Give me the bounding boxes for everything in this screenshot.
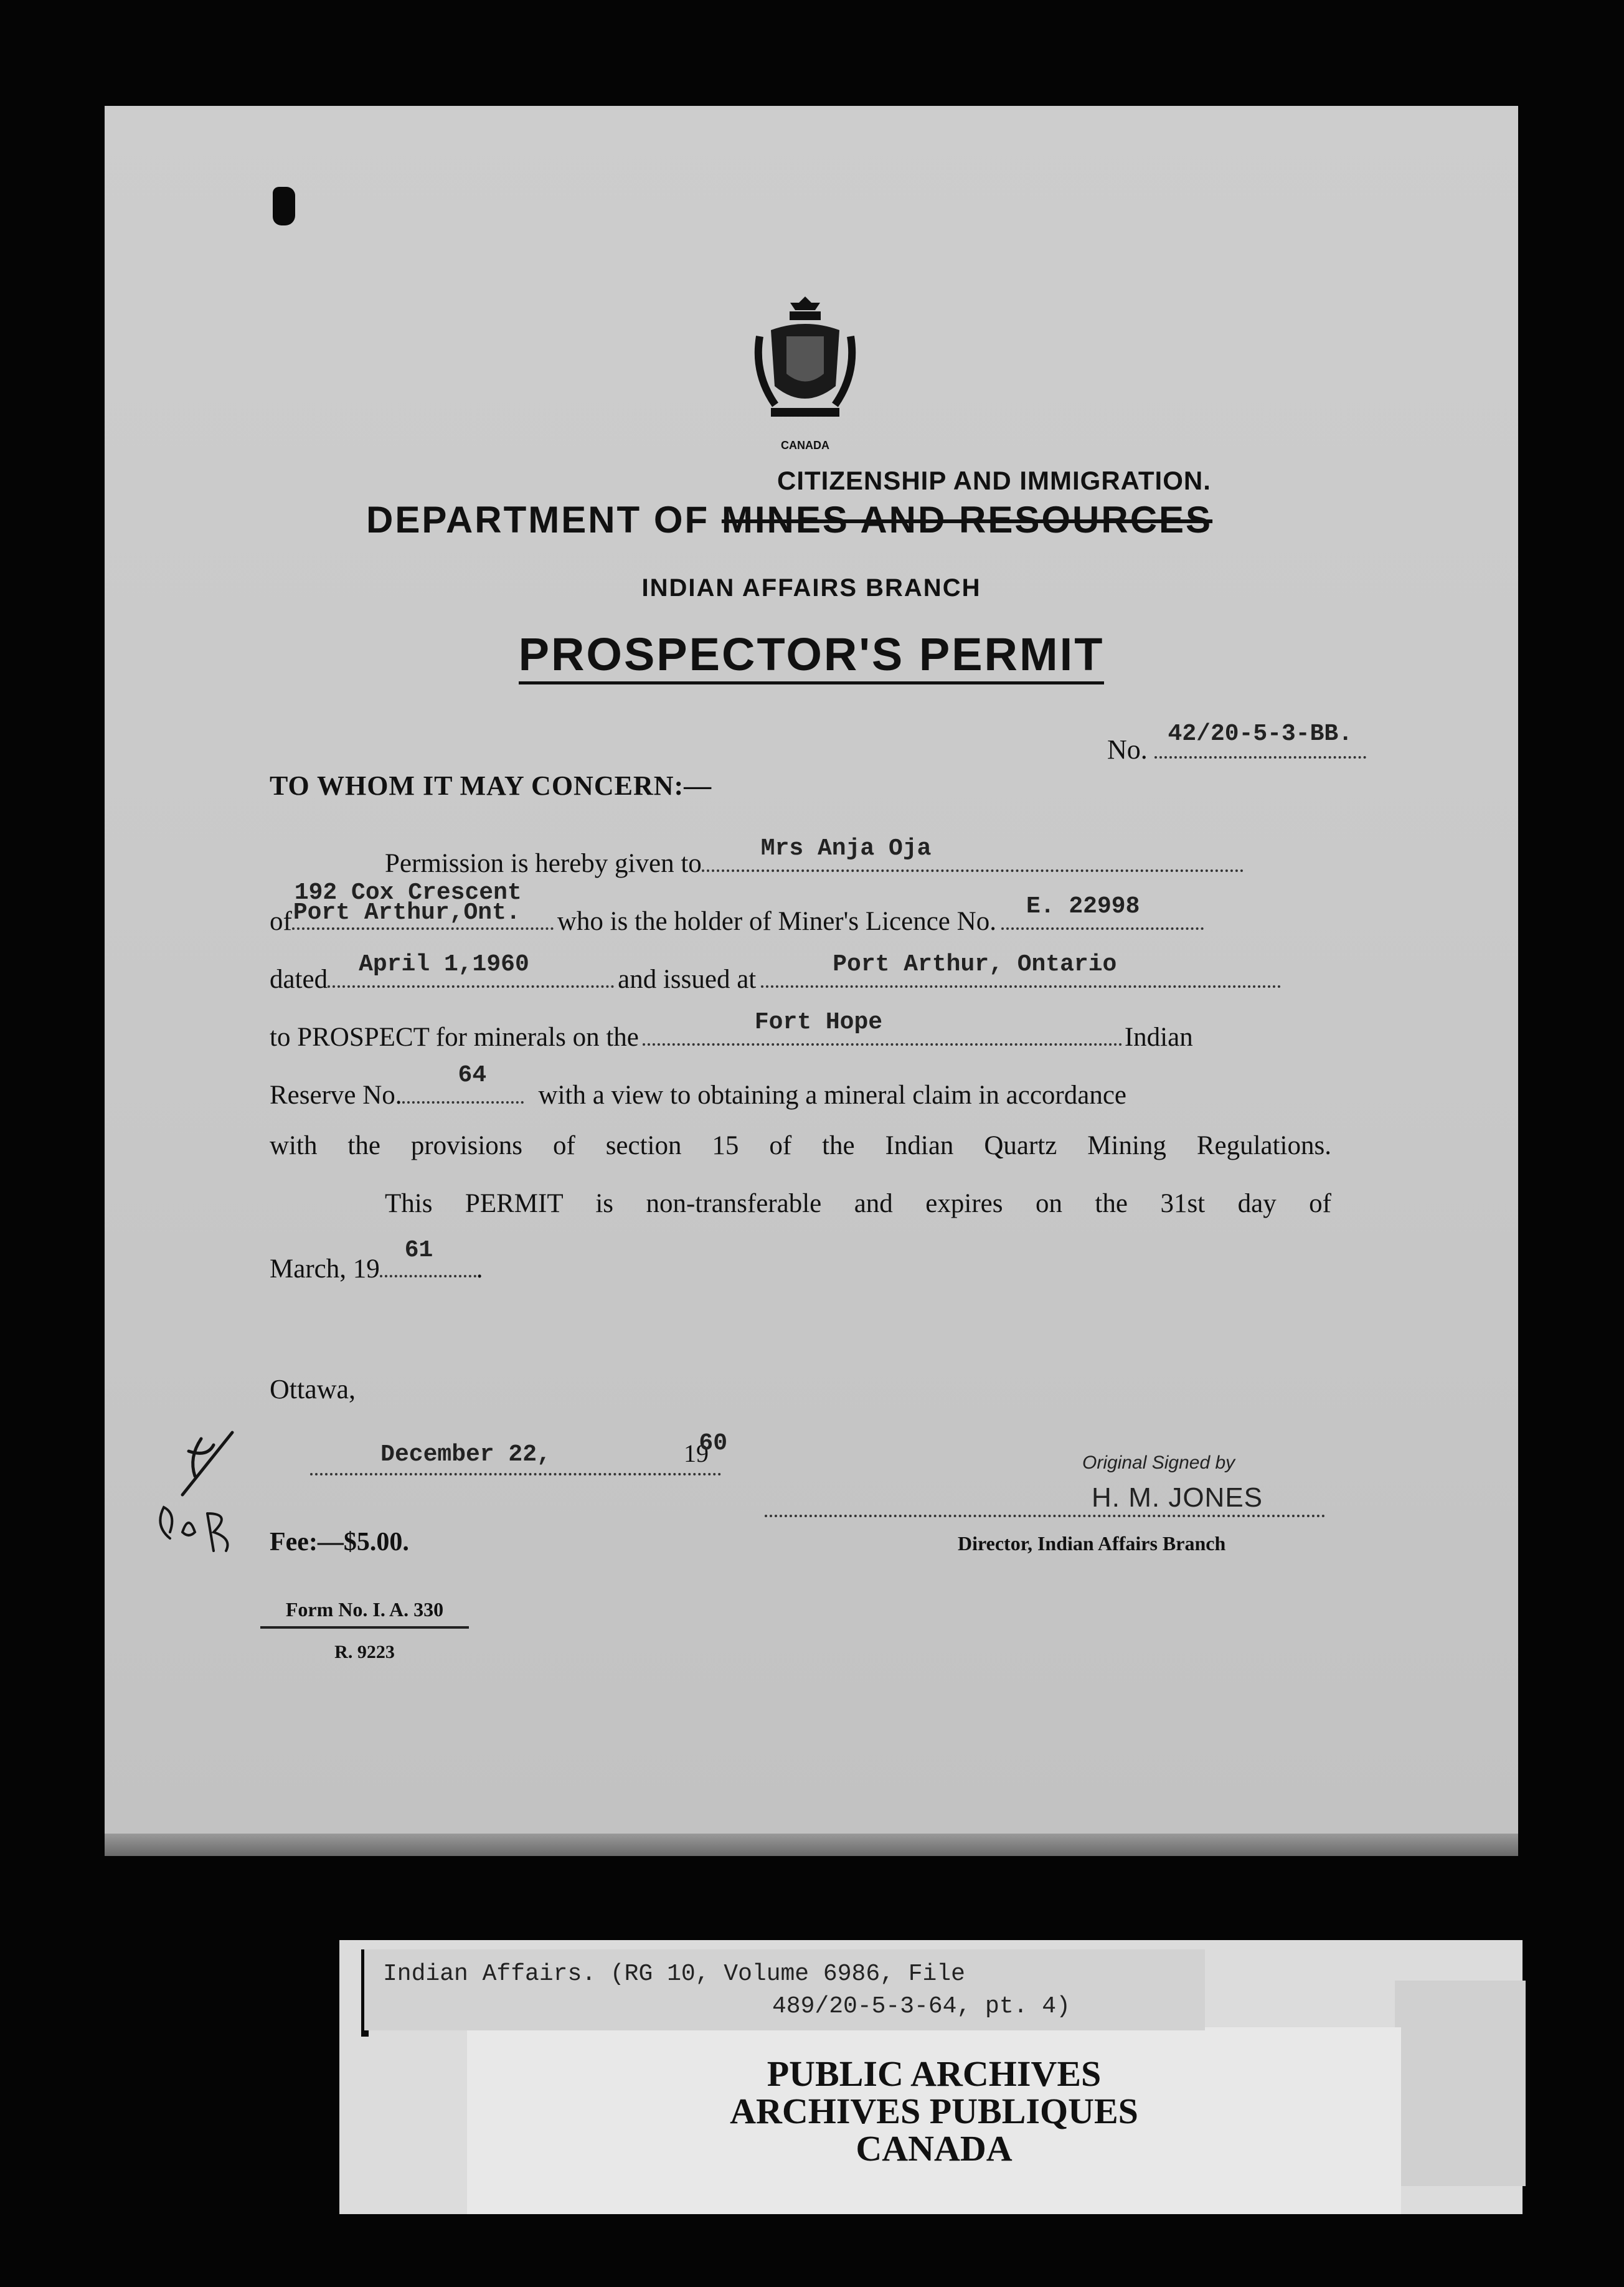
archive-stamp-line-1: PUBLIC ARCHIVES	[767, 2053, 1102, 2094]
archive-stamp-line-2: ARCHIVES PUBLIQUES	[730, 2091, 1138, 2131]
archive-reference-line-2: 489/20-5-3-64, pt. 4)	[772, 1993, 1070, 2020]
address-line-2: Port Arthur,Ont.	[293, 899, 521, 926]
department-heading	[366, 498, 1212, 541]
holder-name: Mrs Anja Oja	[760, 835, 932, 862]
department-name-struck: MINES AND RESOURCES	[721, 499, 1213, 541]
crest-label: CANADA	[781, 439, 829, 452]
permit-number-value: 42/20-5-3-BB.	[1168, 721, 1353, 747]
body-text-segment: to PROSPECT for minerals on the	[270, 1023, 639, 1052]
permit-number	[1107, 721, 1366, 765]
punch-hole	[273, 187, 295, 225]
signature-note: Original Signed by	[1082, 1452, 1235, 1473]
handwritten-initials-icon	[145, 1426, 257, 1576]
archive-stamp-line-3: CANADA	[856, 2128, 1013, 2169]
body-text-segment: dated	[270, 965, 328, 994]
archive-reference-line-1: Indian Affairs. (RG 10, Volume 6986, File	[383, 1961, 965, 1987]
issue-date: December 22,	[380, 1441, 551, 1468]
body-text-segment: of	[270, 907, 292, 936]
body-text-segment: and issued at	[618, 965, 757, 994]
address-line-1: 192 Cox Crescent	[294, 879, 522, 906]
expiry-year-field	[380, 1237, 476, 1277]
issued-at-field	[761, 951, 1281, 988]
permit-number-field	[1154, 721, 1366, 759]
body-text-segment: Indian	[1124, 1023, 1193, 1052]
issued-at: Port Arthur, Ontario	[833, 951, 1117, 978]
body-text-segment: Reserve No.	[270, 1081, 402, 1110]
body-line-5	[270, 1062, 1331, 1110]
salutation: TO WHOM IT MAY CONCERN:—	[270, 770, 712, 801]
body-line-1	[270, 835, 1331, 879]
canada-coat-of-arms-icon	[752, 293, 858, 424]
holder-name-field	[702, 835, 1244, 872]
signer-title: Director, Indian Affairs Branch	[958, 1532, 1226, 1555]
issue-century: 19	[684, 1439, 709, 1467]
reserve-number-field	[402, 1062, 524, 1104]
body-text-segment: who is the holder of Miner's Licence No.	[557, 907, 996, 936]
body-line-2	[270, 879, 1331, 937]
department-name-correction: CITIZENSHIP AND IMMIGRATION.	[777, 466, 1211, 495]
reserve-name: Fort Hope	[754, 1009, 883, 1036]
branch-name: INDIAN AFFAIRS BRANCH	[641, 574, 981, 602]
issue-place: Ottawa,	[270, 1374, 356, 1404]
body-text-segment: with a view to obtaining a mineral claim in accordance	[538, 1081, 1126, 1110]
body-line-8	[270, 1237, 1331, 1284]
permit-number-label: No.	[1107, 734, 1148, 765]
archive-stamp	[623, 2055, 1245, 2167]
body-text-segment: Permission is hereby given to	[385, 849, 702, 878]
licence-date-field	[328, 951, 614, 988]
bottom-border	[0, 2255, 1624, 2287]
form-reference: R. 9223	[334, 1642, 395, 1662]
department-prefix: DEPARTMENT OF	[366, 499, 710, 541]
licence-number-field	[1001, 893, 1204, 930]
body-line-3	[270, 951, 1331, 995]
body-line-6: with the provisions of section 15 of the Indian Quartz Mining Regulations.	[270, 1131, 1331, 1160]
permit-document	[105, 106, 1518, 1856]
issue-date-field	[310, 1430, 727, 1475]
licence-number: E. 22998	[1026, 893, 1140, 920]
expiry-year: 61	[404, 1237, 433, 1264]
reserve-number: 64	[458, 1062, 487, 1089]
body-text-segment: March, 19	[270, 1254, 380, 1284]
archive-stamp-side	[1395, 1981, 1526, 2186]
body-line-4	[270, 1009, 1331, 1053]
form-number: Form No. I. A. 330	[260, 1598, 469, 1629]
page-edge	[105, 1834, 1518, 1856]
archive-reference-card	[364, 1949, 1205, 2030]
document-title: PROSPECTOR'S PERMIT	[519, 628, 1105, 684]
licence-date: April 1,1960	[359, 951, 529, 978]
issue-year: 60	[699, 1430, 727, 1457]
body-text-segment: .	[476, 1254, 483, 1284]
document-title-wrap	[105, 628, 1518, 681]
reserve-name-field	[643, 1009, 1122, 1046]
address-field	[292, 879, 554, 930]
body-line-7: This PERMIT is non-transferable and expires on the 31st day of	[385, 1189, 1331, 1218]
signer-name: H. M. JONES	[1092, 1482, 1263, 1513]
fee: Fee:—$5.00.	[270, 1528, 409, 1556]
signature-line	[765, 1515, 1325, 1517]
